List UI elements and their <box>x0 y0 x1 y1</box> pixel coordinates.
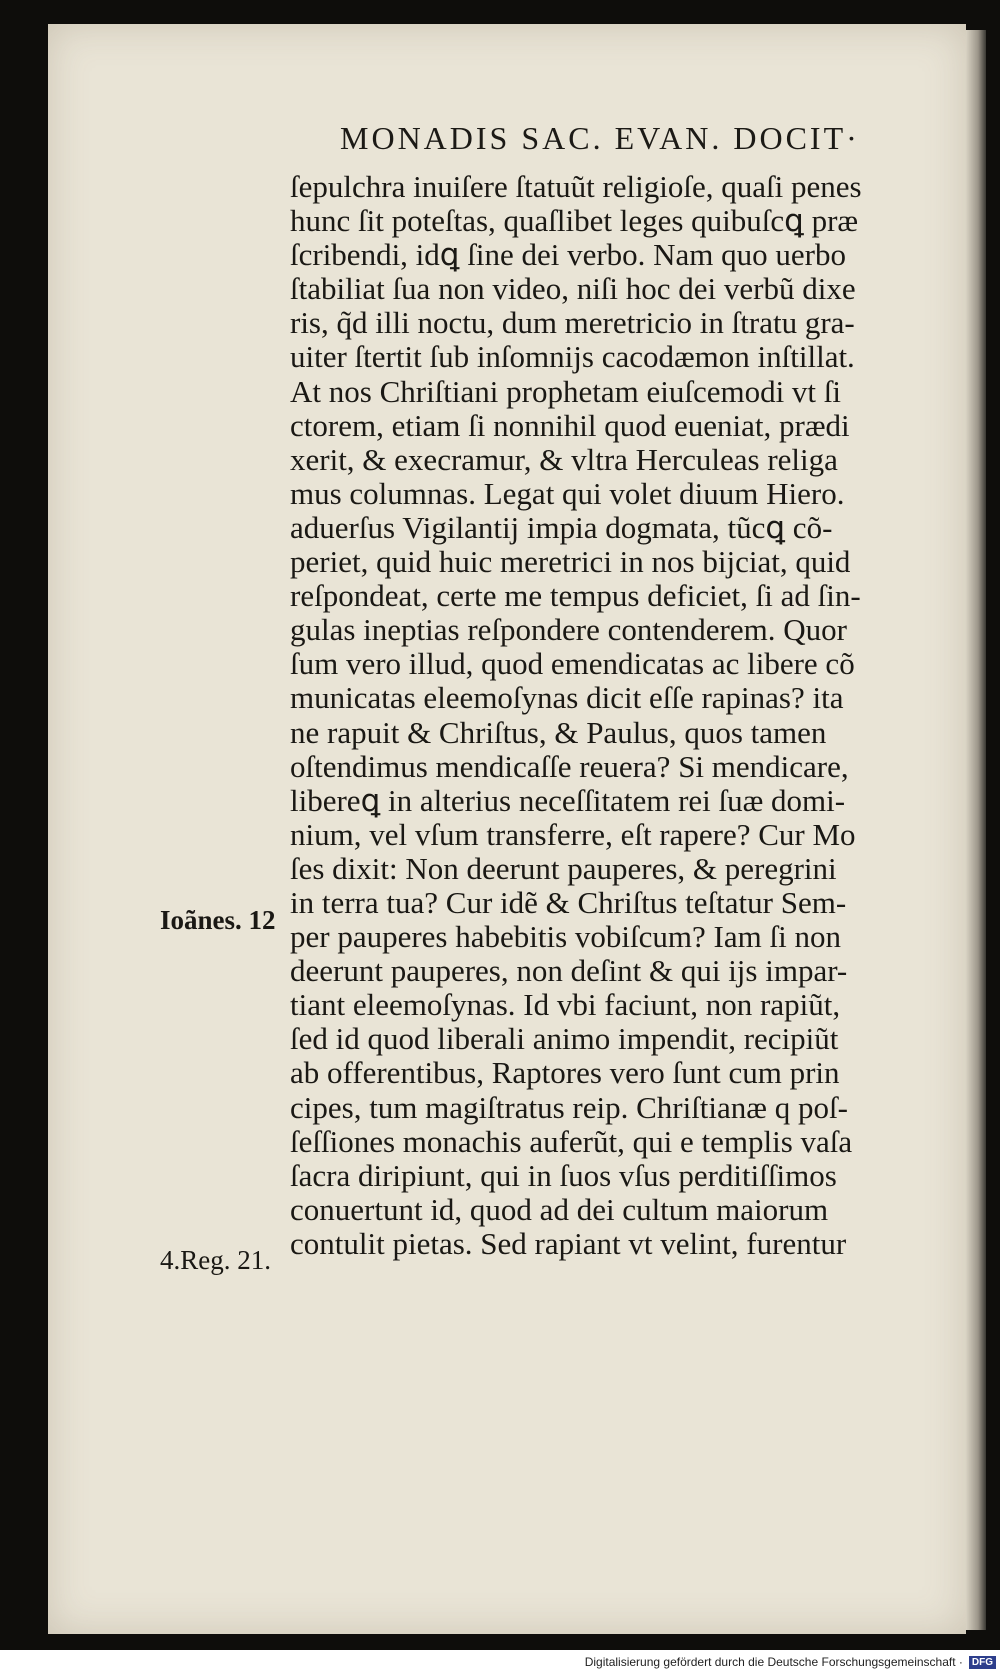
text-line: per pauperes habebitis vobiſcum? Iam ſi non <box>290 919 841 955</box>
text-line: uiter ſtertit ſub inſomnijs cacodæmon inſtillat. <box>290 339 855 375</box>
text-line: oſtendimus mendicaſſe reuera? Si mendicare, <box>290 748 849 784</box>
text-line: contulit pietas. Sed rapiant vt velint, furentur <box>290 1225 847 1261</box>
running-header: MONADIS SAC. EVAN. DOCIT· <box>340 120 860 156</box>
text-line: cipes, tum magiſtratus reip. Chriſtianæ q poſ- <box>290 1089 848 1125</box>
text-line: ſeſſiones monachis auferũt, qui e templis vaſa <box>290 1123 853 1159</box>
dfg-logo-icon: DFG <box>969 1656 996 1669</box>
text-line: ctorem, etiam ſi nonnihil quod eueniat, prædi <box>290 407 850 443</box>
body-text <box>290 170 970 1261</box>
digitization-footer <box>0 1652 1000 1672</box>
marginal-note-ioannes: Ioãnes. 12 <box>160 905 276 935</box>
text-line: ris, q̃d illi noctu, dum meretricio in ſtratu gra- <box>290 305 855 341</box>
footer-credit: Digitalisierung gefördert durch die Deutsche Forschungsgemeinschaft · <box>584 1655 963 1669</box>
text-line: municatas eleemoſynas dicit eſſe rapinas? ita <box>290 680 844 716</box>
text-line: ne rapuit & Chriſtus, & Paulus, quos tamen <box>290 714 827 750</box>
text-line: in terra tua? Cur idẽ & Chriſtus teſtatur Sem- <box>290 884 847 920</box>
text-line: ſed id quod liberali animo impendit, recipiũt <box>290 1021 839 1057</box>
text-line: mus columnas. Legat qui volet diuum Hiero. <box>290 475 845 511</box>
text-line: deerunt pauperes, non deſint & qui ijs impar- <box>290 953 848 989</box>
text-line: hunc ſit poteſtas, quaſlibet leges quibuſcꝗ præ <box>290 203 859 239</box>
text-line: xerit, & execramur, & vltra Herculeas religa <box>290 441 838 477</box>
text-line: nium, vel vſum transferre, eſt rapere? Cur Mo <box>290 816 856 852</box>
text-line: ſcribendi, idꝗ ſine dei verbo. Nam quo uerbo <box>290 237 847 273</box>
text-line: ſes dixit: Non deerunt pauperes, & peregrini <box>290 850 837 886</box>
text-line: libereꝗ in alterius neceſſitatem rei ſuæ domi- <box>290 782 846 818</box>
text-line: periet, quid huic meretrici in nos bijciat, quid <box>290 544 851 580</box>
text-line: ſum vero illud, quod emendicatas ac libere cõ <box>290 646 855 682</box>
text-line: gulas ineptias reſpondere contenderem. Quor <box>290 612 847 648</box>
text-line: aduerſus Vigilantij impia dogmata, tũcꝗ cõ- <box>290 509 833 545</box>
text-line: ſacra diripiunt, qui in ſuos vſus perditiſſimos <box>290 1157 837 1193</box>
text-line: reſpondeat, certe me tempus deficiet, ſi ad ſin- <box>290 578 861 614</box>
text-line: ſepulchra inuiſere ſtatuũt religioſe, quaſi penes <box>290 169 862 204</box>
marginal-note-reg: 4.Reg. 21. <box>160 1245 271 1275</box>
text-line: ab offerentibus, Raptores vero ſunt cum prin <box>290 1055 840 1091</box>
text-line: At nos Chriſtiani prophetam eiuſcemodi vt ſi <box>290 373 842 409</box>
text-line: tiant eleemoſynas. Id vbi faciunt, non rapiũt, <box>290 987 841 1023</box>
text-line: ſtabiliat ſua non video, niſi hoc dei verbũ dixe <box>290 271 856 307</box>
text-line: conuertunt id, quod ad dei cultum maiorum <box>290 1191 829 1227</box>
